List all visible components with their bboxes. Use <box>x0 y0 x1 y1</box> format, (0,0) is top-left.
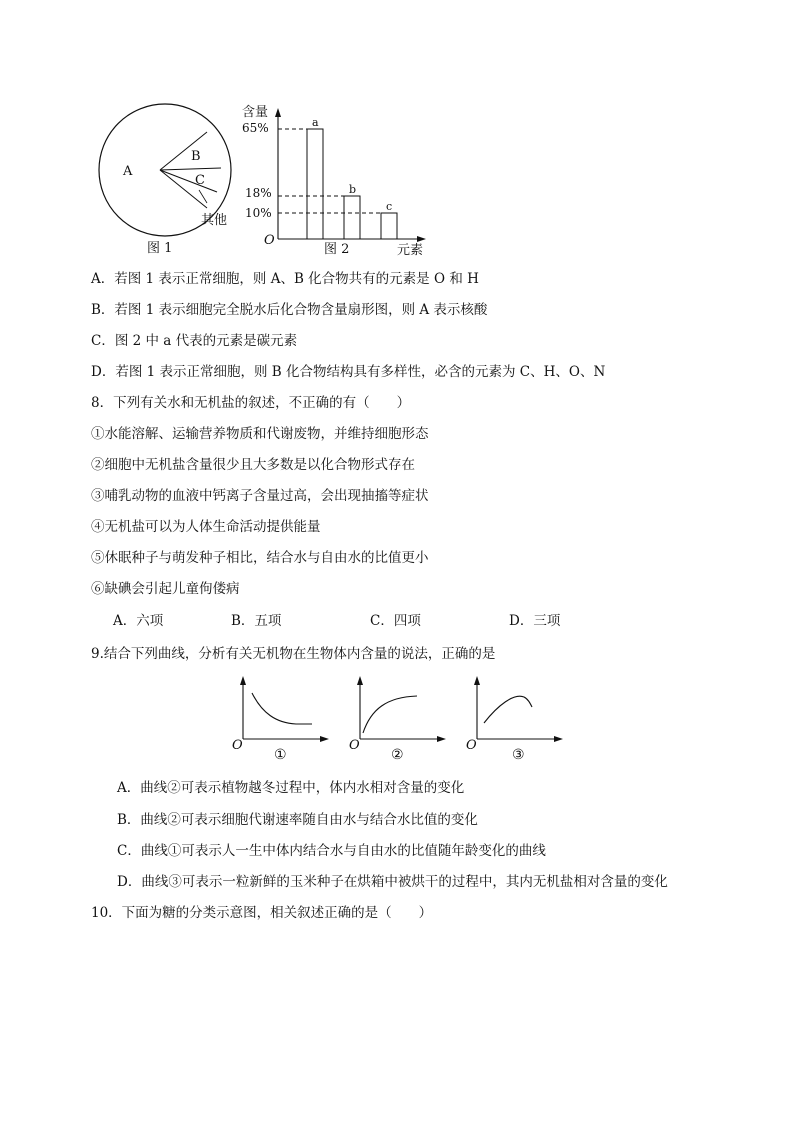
q8-item-6: ⑥缺碘会引起儿童佝偻病 <box>91 581 240 597</box>
q9-option-a: A．曲线②可表示植物越冬过程中，体内水相对含量的变化 <box>117 780 465 796</box>
q9-stem: 9.结合下列曲线，分析有关无机物在生物体内含量的说法，正确的是 <box>91 646 496 662</box>
q8-option-b: B．五项 <box>231 613 282 629</box>
x-axis-label: 元素 <box>397 243 424 258</box>
bar-label-a: a <box>312 116 319 129</box>
pie-other-leader <box>199 190 207 203</box>
q9-option-d: D．曲线③可表示一粒新鲜的玉米种子在烘箱中被烘干的过程中，其内无机盐相对含量的变化 <box>117 874 668 890</box>
graph-3-origin: O <box>466 738 477 753</box>
q9-option-b: B．曲线②可表示细胞代谢速率随自由水与结合水比值的变化 <box>117 812 478 828</box>
figure-1-caption: 图 1 <box>147 241 173 256</box>
q7-option-b: B．若图 1 表示细胞完全脱水后化合物含量扇形图，则 A 表示核酸 <box>91 302 488 318</box>
graph-2-origin: O <box>349 738 360 753</box>
y-axis-arrow <box>275 108 281 117</box>
tick-label-65: 65% <box>242 121 269 135</box>
graph-3-label: ③ <box>512 747 525 761</box>
bar-c <box>381 213 397 239</box>
figure-2-caption: 图 2 <box>324 242 350 257</box>
curve-decreasing <box>252 693 312 724</box>
pie-label-other: 其他 <box>201 213 228 228</box>
q8-item-5: ⑤休眠种子与萌发种子相比，结合水与自由水的比值更小 <box>91 550 429 566</box>
pie-divider-bc <box>160 168 221 170</box>
q8-item-3: ③哺乳动物的血液中钙离子含量过高，会出现抽搐等症状 <box>91 488 429 504</box>
tick-label-10: 10% <box>245 206 272 220</box>
pie-label-b: B <box>191 149 201 164</box>
tick-label-18: 18% <box>245 186 272 200</box>
figure-2-bar-chart <box>240 100 440 260</box>
bar-a <box>307 129 323 239</box>
bar-label-b: b <box>349 183 357 196</box>
q7-option-d: D．若图 1 表示正常细胞，则 B 化合物结构具有多样性，必含的元素为 C、H、O、N <box>91 364 606 380</box>
q9-option-c: C．曲线①可表示人一生中体内结合水与自由水的比值随年龄变化的曲线 <box>117 843 546 859</box>
q8-item-4: ④无机盐可以为人体生命活动提供能量 <box>91 519 321 535</box>
q8-options <box>113 612 560 630</box>
q9-graph-2 <box>345 673 449 761</box>
curve-saturating <box>363 696 417 733</box>
pie-label-a: A <box>123 164 133 179</box>
q10-stem: 10．下面为糖的分类示意图，相关叙述正确的是（ ） <box>91 905 433 921</box>
q9-graph-1 <box>228 673 332 761</box>
y-axis-label: 含量 <box>242 105 269 120</box>
q8-item-2: ②细胞中无机盐含量很少且大多数是以化合物形式存在 <box>91 457 415 473</box>
pie-divider-c <box>160 170 217 192</box>
curve-rise-fall <box>484 696 532 723</box>
q8-option-d: D．三项 <box>509 613 561 629</box>
q8-stem: 8．下列有关水和无机盐的叙述，不正确的有（ ） <box>91 395 411 411</box>
q7-option-c: C．图 2 中 a 代表的元素是碳元素 <box>91 333 298 349</box>
q8-option-c: C．四项 <box>370 613 421 629</box>
q7-option-a: A．若图 1 表示正常细胞，则 A、B 化合物共有的元素是 O 和 H <box>91 271 479 287</box>
x-axis-arrow <box>417 236 426 242</box>
q8-option-a: A．六项 <box>113 613 164 629</box>
pie-label-c: C <box>195 173 205 188</box>
graph-1-label: ① <box>274 747 287 761</box>
figure-1-pie <box>95 100 245 260</box>
bar-label-c: c <box>386 200 393 213</box>
q9-graph-3 <box>462 673 566 761</box>
bar-b <box>344 196 360 239</box>
graph-2-label: ② <box>391 747 404 761</box>
origin-label: O <box>264 233 275 248</box>
graph-1-origin: O <box>232 738 243 753</box>
q8-item-1: ①水能溶解、运输营养物质和代谢废物，并维持细胞形态 <box>91 426 429 442</box>
